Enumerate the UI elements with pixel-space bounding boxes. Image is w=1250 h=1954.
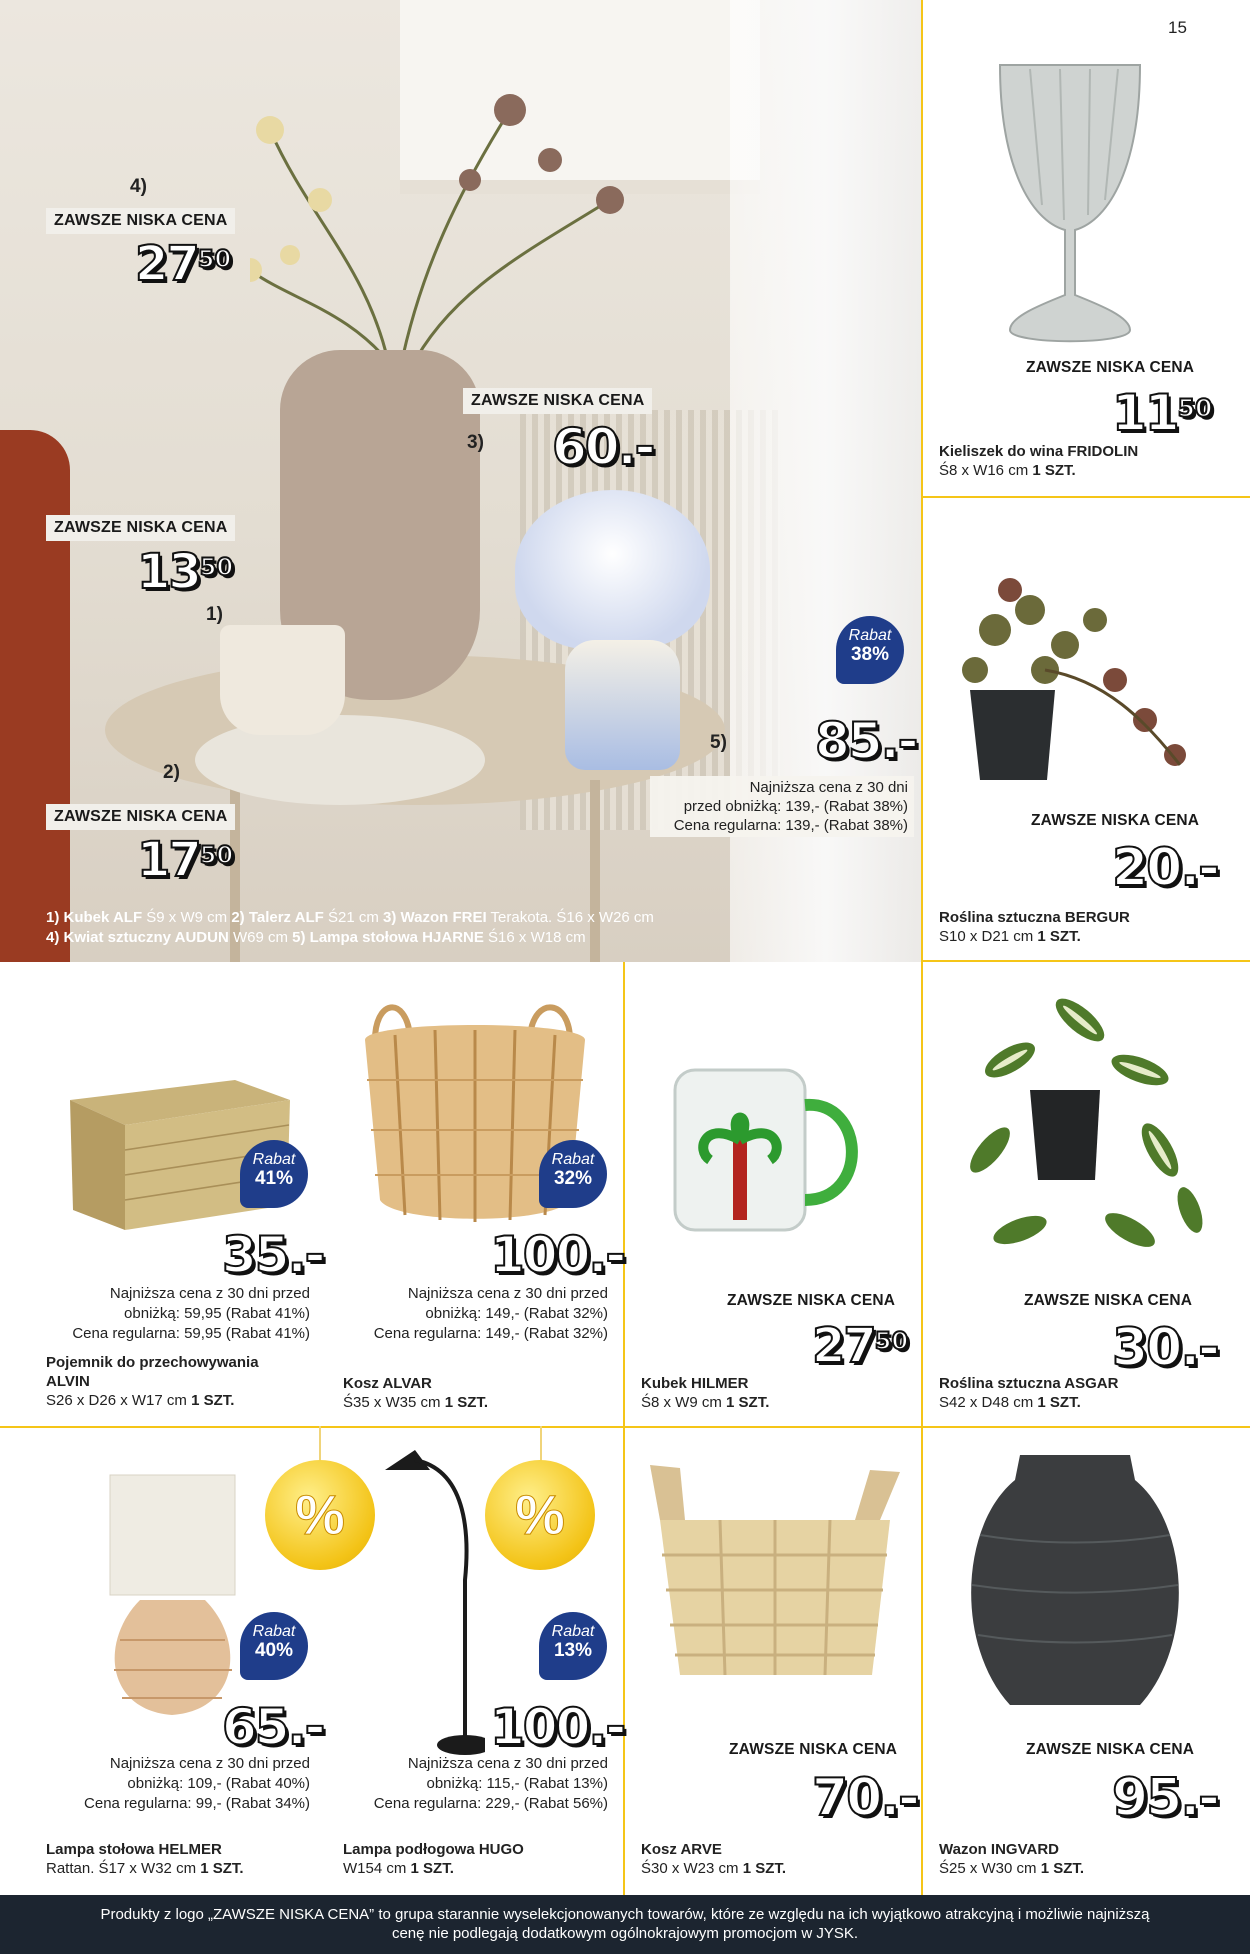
hero-item-number: 4) bbox=[130, 176, 147, 197]
price-arve: 70.- bbox=[812, 1768, 918, 1828]
lowest-price-note: Najniższa cena z 30 dni przed obniżką: 109,- (Rabat 40%) Cena regularna: 99,- (Rabat 34%) bbox=[84, 1755, 310, 1812]
grid-divider bbox=[921, 496, 1250, 498]
lamp-hjarne-shade bbox=[515, 490, 710, 650]
sofa-illustration bbox=[0, 430, 70, 962]
price-audun: $27^{50}$ bbox=[135, 236, 232, 292]
price-alvin: 35.- bbox=[222, 1226, 324, 1284]
rabat-badge: Rabat 38% bbox=[836, 616, 904, 684]
footer-line: Produkty z logo „ZAWSZE NISKA CENA” to grupa starannie wyselekcjonowanych towarów, które ze względu na ich wyjątkowo atrakcyjną i możliwie najniższą bbox=[100, 1906, 1150, 1923]
price-bergur: 20.- bbox=[1112, 838, 1218, 898]
zawsze-niska-cena-label: ZAWSZE NISKA CENA bbox=[1024, 1292, 1193, 1309]
hero-item-number: 2) bbox=[163, 762, 180, 783]
zawsze-niska-cena-label: ZAWSZE NISKA CENA bbox=[729, 1741, 898, 1758]
table-leg bbox=[590, 780, 600, 962]
percent-tag-icon: % bbox=[265, 1460, 375, 1570]
zawsze-niska-cena-label: ZAWSZE NISKA CENA bbox=[46, 208, 235, 234]
product-info-ingvard: Wazon INGVARD Ś25 x W30 cm 1 SZT. bbox=[939, 1841, 1085, 1877]
grid-divider bbox=[921, 960, 1250, 962]
price-asgar: 30.- bbox=[1112, 1318, 1218, 1378]
price-fridolin: $11^{50}$ bbox=[1112, 384, 1213, 442]
product-info-hilmer: Kubek HILMER Ś8 x W9 cm 1 SZT. bbox=[641, 1375, 770, 1411]
zawsze-niska-cena-label: ZAWSZE NISKA CENA bbox=[1026, 359, 1195, 376]
page-number: 15 bbox=[1168, 18, 1187, 37]
hero-photo bbox=[0, 0, 921, 962]
product-info-asgar: Roślina sztuczna ASGAR S42 x D48 cm 1 SZT. bbox=[939, 1375, 1119, 1411]
zawsze-niska-cena-label: ZAWSZE NISKA CENA bbox=[1026, 1741, 1195, 1758]
mug-alf-illustration bbox=[220, 625, 345, 735]
rabat-badge: Rabat 41% bbox=[240, 1140, 308, 1208]
footer-disclaimer bbox=[0, 1895, 1250, 1954]
price-alvar: 100.- bbox=[490, 1226, 625, 1284]
product-info-fridolin: Kieliszek do wina FRIDOLIN Ś8 x W16 cm 1 SZT. bbox=[939, 443, 1139, 479]
zawsze-niska-cena-label: ZAWSZE NISKA CENA bbox=[1031, 812, 1200, 829]
floor-lamp-hugo-image bbox=[375, 1440, 485, 1760]
grid-divider bbox=[921, 0, 923, 1895]
price-hilmer: $27^{50}$ bbox=[812, 1318, 909, 1374]
zawsze-niska-cena-label: ZAWSZE NISKA CENA bbox=[46, 515, 235, 541]
lowest-price-note: Najniższa cena z 30 dni przed obniżką: 149,- (Rabat 32%) Cena regularna: 149,- (Rabat 32%) bbox=[373, 1285, 608, 1342]
lamp-hjarne-base bbox=[565, 640, 680, 770]
price-hjarne: 85.- bbox=[815, 712, 917, 770]
product-info-helmer: Lampa stołowa HELMER Rattan. Ś17 x W32 cm 1 SZT. bbox=[46, 1841, 244, 1877]
product-info-alvar: Kosz ALVAR Ś35 x W35 cm 1 SZT. bbox=[343, 1375, 489, 1411]
basket-arve-image bbox=[640, 1460, 910, 1690]
zawsze-niska-cena-label: ZAWSZE NISKA CENA bbox=[463, 388, 652, 414]
rabat-badge: Rabat 40% bbox=[240, 1612, 308, 1680]
percent-tag-icon: % bbox=[485, 1460, 595, 1570]
zawsze-niska-cena-label: ZAWSZE NISKA CENA bbox=[46, 804, 235, 830]
lowest-price-note: Najniższa cena z 30 dni przed obniżką: 59,95 (Rabat 41%) Cena regularna: 59,95 (Rabat 41%) bbox=[72, 1285, 310, 1342]
rabat-badge: Rabat 32% bbox=[539, 1140, 607, 1208]
artificial-flowers-illustration bbox=[250, 70, 650, 380]
price-alf-mug: $13^{50}$ bbox=[137, 544, 234, 600]
price-helmer: 65.- bbox=[222, 1698, 324, 1756]
hero-caption-line1: 1) Kubek ALF Ś9 x W9 cm 2) Talerz ALF Ś21 cm 3) Wazon FREI Terakota. Ś16 x W26 cm bbox=[46, 909, 654, 926]
hero-caption-line2: 4) Kwiat sztuczny AUDUN W69 cm 5) Lampa stołowa HJARNE Ś16 x W18 cm bbox=[46, 929, 586, 946]
vase-ingvard-image bbox=[960, 1445, 1190, 1715]
lowest-price-note: Najniższa cena z 30 dni przed obniżką: 139,- (Rabat 38%) Cena regularna: 139,- (Rabat 38%) bbox=[650, 776, 914, 837]
mug-hilmer-image bbox=[665, 1060, 885, 1240]
table-lamp-helmer-image bbox=[100, 1470, 250, 1720]
plant-asgar-image bbox=[950, 980, 1220, 1300]
lowest-price-note: Najniższa cena z 30 dni przed obniżką: 115,- (Rabat 13%) Cena regularna: 229,- (Rabat 56%) bbox=[373, 1755, 608, 1812]
product-info-alvin: Pojemnik do przechowywania ALVIN S26 x D26 x W17 cm 1 SZT. bbox=[46, 1354, 259, 1409]
price-hugo: 100.- bbox=[490, 1698, 625, 1756]
price-frei: 60.- bbox=[552, 418, 654, 476]
hero-item-number: 3) bbox=[467, 432, 484, 453]
rabat-badge: Rabat 13% bbox=[539, 1612, 607, 1680]
product-info-arve: Kosz ARVE Ś30 x W23 cm 1 SZT. bbox=[641, 1841, 787, 1877]
hero-item-number: 5) bbox=[710, 732, 727, 753]
price-ingvard: 95.- bbox=[1112, 1768, 1218, 1828]
plant-bergur-image bbox=[935, 550, 1205, 810]
grid-divider bbox=[0, 1426, 1250, 1428]
wine-glass-fridolin-image bbox=[990, 55, 1150, 355]
footer-line: cenę nie podlegają dodatkowym ogólnokrajowym promocjom w JYSK. bbox=[391, 1925, 859, 1942]
hero-item-number: 1) bbox=[206, 604, 223, 625]
product-info-hugo: Lampa podłogowa HUGO W154 cm 1 SZT. bbox=[343, 1841, 524, 1877]
price-alf-plate: $17^{50}$ bbox=[137, 832, 234, 888]
product-info-bergur: Roślina sztuczna BERGUR S10 x D21 cm 1 SZT. bbox=[939, 909, 1130, 945]
zawsze-niska-cena-label: ZAWSZE NISKA CENA bbox=[727, 1292, 896, 1309]
